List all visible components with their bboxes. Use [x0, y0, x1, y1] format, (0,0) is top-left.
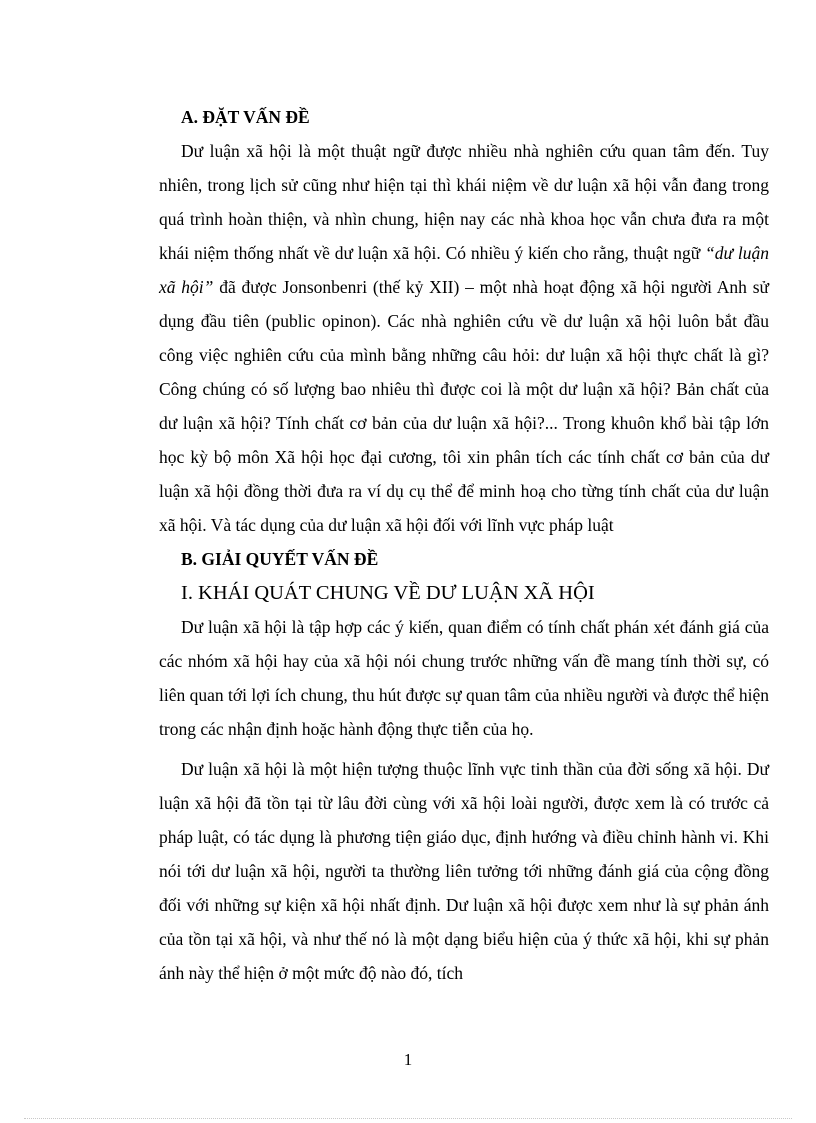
section-b-heading: B. GIẢI QUYẾT VẤN ĐỀ — [181, 549, 379, 569]
section-b-subheading: I. KHÁI QUÁT CHUNG VỀ DƯ LUẬN XÃ HỘI — [181, 582, 595, 604]
section-a-heading: A. ĐẶT VẤN ĐỀ — [181, 107, 310, 127]
section-a-paragraph — [159, 134, 769, 542]
document-body — [159, 100, 769, 990]
section-a-text-part-2: đã được Jonsonbenri (thế kỷ XII) – một nhà hoạt động xã hội người Anh sử dụng đầu tiên (public opinon). Các nhà nghiên cứu về dư luận xã hội luôn bắt đầu công việc nghiên cứu của mình bằng những câu hỏi: dư luận xã hội thực chất là gì? Công chúng có số lượng bao nhiêu thì được coi là một dư luận xã hội? Bản chất của dư luận xã hội? Tính chất cơ bản của dư luận xã hội?... Trong khuôn khổ bài tập lớn học kỳ bộ môn Xã hội học đại cương, tôi xin phân tích các tính chất cơ bản của dư luận xã hội đồng thời đưa ra ví dụ cụ thể để minh hoạ cho từng tính chất của dư luận xã hội. Và tác dụng của dư luận xã hội đối với lĩnh vực pháp luật — [159, 277, 769, 535]
page-bottom-dotted-rule — [24, 1118, 792, 1119]
section-b-paragraph-2: Dư luận xã hội là một hiện tượng thuộc lĩnh vực tinh thần của đời sống xã hội. Dư luận xã hội đã tồn tại từ lâu đời cùng với xã hội loài người, được xem là có trước cả pháp luật, có tác dụng là phương tiện giáo dục, định hướng và điều chỉnh hành vi. Khi nói tới dư luận xã hội, người ta thường liên tưởng tới những đánh giá của cộng đồng đối với những sự kiện xã hội nhất định. Dư luận xã hội được xem như là sự phản ánh của tồn tại xã hội, và như thế nó là một dạng biểu hiện của ý thức xã hội, khi sự phản ánh này thể hiện ở một mức độ nào đó, tích — [159, 759, 769, 983]
section-b-paragraph-1: Dư luận xã hội là tập hợp các ý kiến, quan điểm có tính chất phán xét đánh giá của các nhóm xã hội hay của xã hội nói chung trước những vấn đề mang tính thời sự, có liên quan tới lợi ích chung, thu hút được sự quan tâm của nhiều người và được thể hiện trong các nhận định hoặc hành động thực tiễn của họ. — [159, 617, 769, 739]
section-a-quote: “dư luận xã hội” — [159, 243, 769, 297]
page-number: 1 — [403, 1050, 413, 1069]
section-a-text-part-1: Dư luận xã hội là một thuật ngữ được nhiều nhà nghiên cứu quan tâm đến. Tuy nhiên, trong lịch sử cũng như hiện tại thì khái niệm về dư luận xã hội vẫn đang trong quá trình hoàn thiện, và nhìn chung, hiện nay các nhà khoa học vẫn chưa đưa ra một khái niệm thống nhất về dư luận xã hội. Có nhiều ý kiến cho rằng, thuật ngữ — [159, 141, 769, 263]
